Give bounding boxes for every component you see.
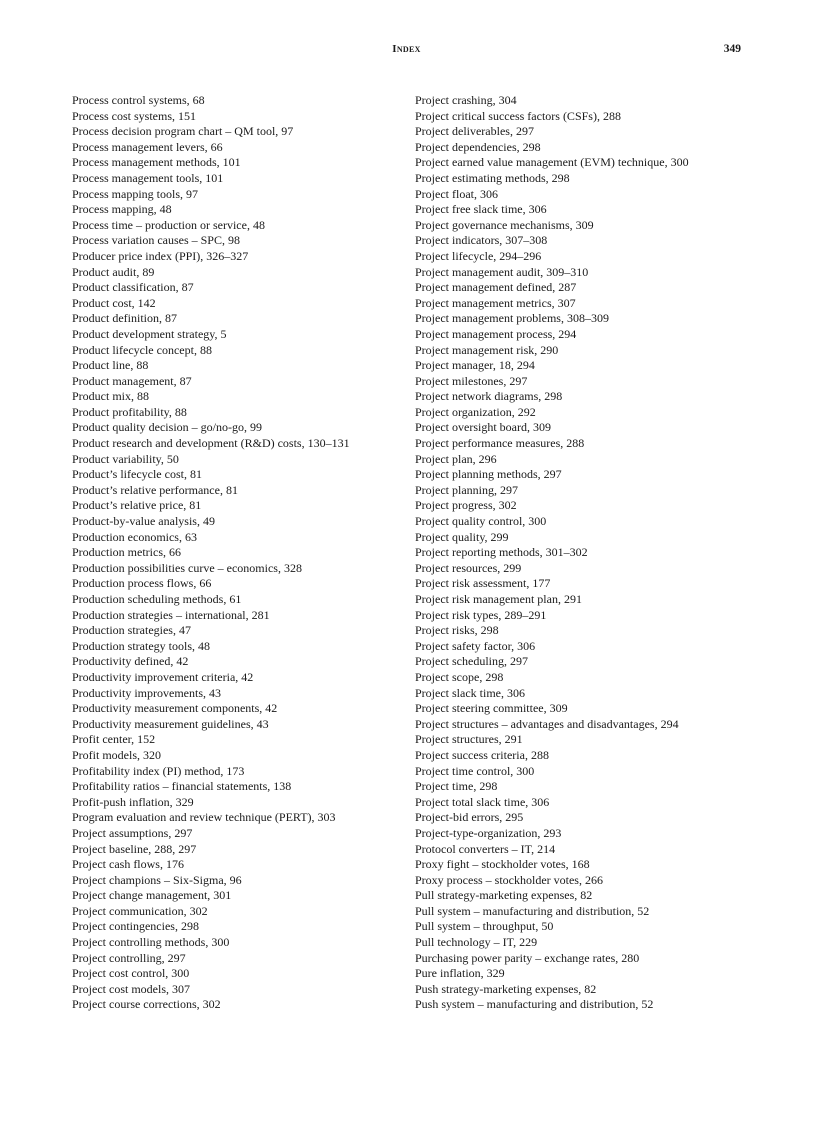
index-entry: Project risk types, 289–291: [415, 607, 547, 622]
index-entry: Process variation causes – SPC, 98: [72, 233, 240, 248]
index-entry: Project scheduling, 297: [415, 654, 528, 669]
index-entry: Project organization, 292: [415, 404, 536, 419]
index-entry: Pull technology – IT, 229: [415, 935, 538, 950]
index-entry: Production economics, 63: [72, 529, 197, 544]
index-entry: Project quality, 299: [415, 529, 509, 544]
index-entry: Project assumptions, 297: [72, 825, 193, 840]
index-entry: Product mix, 88: [72, 389, 149, 404]
index-entry: Project management metrics, 307: [415, 295, 576, 310]
index-entry: Productivity measurement components, 42: [72, 701, 278, 716]
index-entry: Product’s relative price, 81: [72, 498, 202, 513]
index-entry: Product-by-value analysis, 49: [72, 514, 215, 529]
index-entry: Production scheduling methods, 61: [72, 592, 242, 606]
index-entry: Project cost control, 300: [72, 966, 190, 981]
index-entry: Project cost models, 307: [72, 981, 190, 996]
index-column-right: [415, 93, 745, 1013]
index-entry: Project success criteria, 288: [415, 747, 549, 762]
index-entry: Process time – production or service, 48: [72, 217, 265, 232]
index-entry: Production metrics, 66: [72, 545, 181, 560]
index-entry: Project management process, 294: [415, 326, 577, 341]
index-entry: Product development strategy, 5: [72, 326, 227, 341]
index-entry: Product cost, 142: [72, 295, 156, 310]
index-entry: Productivity improvement criteria, 42: [72, 669, 254, 684]
index-entry: Project communication, 302: [72, 903, 208, 918]
index-entry: Project network diagrams, 298: [415, 389, 563, 404]
index-entry: Producer price index (PPI), 326–327: [72, 248, 249, 263]
index-entry: Proxy process – stockholder votes, 266: [415, 872, 603, 887]
index-entry: Project planning methods, 297: [415, 467, 562, 482]
index-entry: Project risks, 298: [415, 623, 499, 638]
index-entry: Program evaluation and review technique (PERT), 303: [72, 810, 336, 825]
index-entry: Product profitability, 88: [72, 404, 187, 419]
index-entry: Project-type-organization, 293: [415, 825, 562, 840]
index-entry: Project controlling, 297: [72, 950, 186, 965]
index-entry: Productivity measurement guidelines, 43: [72, 716, 269, 731]
index-entry: Project free slack time, 306: [415, 202, 547, 217]
index-entry: Process management methods, 101: [72, 155, 241, 170]
index-entry: Production strategy tools, 48: [72, 638, 210, 653]
index-entry: Production possibilities curve – economics, 328: [72, 560, 302, 575]
index-entry: Product definition, 87: [72, 311, 177, 326]
index-entry: Project performance measures, 288: [415, 436, 585, 451]
index-entry: Product lifecycle concept, 88: [72, 342, 212, 357]
index-entry: Push strategy-marketing expenses, 82: [415, 981, 597, 996]
index-entry: Project course corrections, 302: [72, 997, 221, 1012]
index-entry: Project contingencies, 298: [72, 919, 199, 934]
index-entry: Profitability index (PI) method, 173: [72, 763, 245, 778]
index-entry: Process mapping, 48: [72, 202, 172, 217]
index-entry: Pull system – throughput, 50: [415, 919, 554, 934]
index-entry: Process cost systems, 151: [72, 108, 196, 123]
index-entry: Project structures, 291: [415, 732, 523, 747]
index-entry: Profit-push inflation, 329: [72, 794, 194, 809]
index-entry: Project float, 306: [415, 186, 498, 201]
index-entry: Project cash flows, 176: [72, 857, 184, 872]
index-entry: Project resources, 299: [415, 560, 522, 575]
index-entry: Project time, 298: [415, 779, 498, 794]
index-entry: Product variability, 50: [72, 451, 179, 466]
index-entry: Productivity defined, 42: [72, 654, 189, 669]
index-entry: Product line, 88: [72, 358, 149, 373]
index-entry: Process management levers, 66: [72, 139, 223, 154]
index-entry: Project governance mechanisms, 309: [415, 217, 594, 232]
index-entry: Project structures – advantages and disadvantages, 294: [415, 716, 679, 731]
index-entry: Project scope, 298: [415, 669, 504, 684]
index-entry: Project indicators, 307–308: [415, 233, 548, 248]
index-entry: Process mapping tools, 97: [72, 186, 198, 201]
index-entry: Project management problems, 308–309: [415, 311, 609, 326]
index-entry: Project estimating methods, 298: [415, 170, 570, 185]
index-entry: Project total slack time, 306: [415, 794, 550, 809]
index-entry: Proxy fight – stockholder votes, 168: [415, 857, 590, 872]
running-head: Index: [392, 43, 421, 55]
index-entry: Profit center, 152: [72, 732, 156, 747]
index-entry: Project risk management plan, 291: [415, 592, 582, 606]
index-entry: Product’s lifecycle cost, 81: [72, 467, 202, 482]
index-entry: Push system – manufacturing and distribution, 52: [415, 997, 654, 1012]
index-entry: Project quality control, 300: [415, 514, 547, 529]
index-entry: Project milestones, 297: [415, 373, 528, 388]
index-entry: Project earned value management (EVM) technique, 300: [415, 155, 689, 170]
index-entry: Process control systems, 68: [72, 93, 205, 107]
index-entry: Project safety factor, 306: [415, 638, 536, 653]
index-entry: Project deliverables, 297: [415, 124, 534, 139]
index-entry: Protocol converters – IT, 214: [415, 841, 556, 856]
index-entry: Process management tools, 101: [72, 170, 224, 185]
index-entry: Project champions – Six-Sigma, 96: [72, 872, 242, 887]
index-entry: Project planning, 297: [415, 482, 518, 497]
index-entry: Pull system – manufacturing and distribution, 52: [415, 903, 650, 918]
index-entry: Project progress, 302: [415, 498, 517, 513]
index-entry: Project management audit, 309–310: [415, 264, 589, 279]
index-entry: Product research and development (R&D) costs, 130–131: [72, 436, 350, 451]
index-entry: Project baseline, 288, 297: [72, 841, 197, 856]
index-entry: Profit models, 320: [72, 747, 161, 762]
index-entry: Purchasing power parity – exchange rates, 280: [415, 950, 640, 965]
index-entry: Project critical success factors (CSFs), 288: [415, 108, 621, 123]
index-entry: Project management defined, 287: [415, 280, 577, 295]
index-entry: Project crashing, 304: [415, 93, 517, 107]
index-entry: Project reporting methods, 301–302: [415, 545, 588, 560]
index-entry: Productivity improvements, 43: [72, 685, 221, 700]
index-entry: Profitability ratios – financial statements, 138: [72, 779, 292, 794]
index-entry: Product audit, 89: [72, 264, 155, 279]
index-entry: Project-bid errors, 295: [415, 810, 524, 825]
index-entry: Pull strategy-marketing expenses, 82: [415, 888, 593, 903]
index-entry: Project slack time, 306: [415, 685, 525, 700]
index-entry: Project time control, 300: [415, 763, 535, 778]
index-entry: Project dependencies, 298: [415, 139, 541, 154]
page-header: [72, 43, 741, 59]
index-entry: Product classification, 87: [72, 280, 194, 295]
index-entry: Pure inflation, 329: [415, 966, 505, 981]
index-entry: Project lifecycle, 294–296: [415, 248, 542, 263]
index-entry: Production strategies – international, 281: [72, 607, 270, 622]
page-number: 349: [723, 43, 741, 55]
index-entry: Project risk assessment, 177: [415, 576, 551, 591]
index-entry: Product quality decision – go/no-go, 99: [72, 420, 262, 435]
index-column-left: [72, 93, 372, 1013]
index-entry: Project oversight board, 309: [415, 420, 551, 435]
index-entry: Process decision program chart – QM tool, 97: [72, 124, 294, 139]
index-entry: Project steering committee, 309: [415, 701, 568, 716]
index-entry: Production process flows, 66: [72, 576, 212, 591]
index-entry: Production strategies, 47: [72, 623, 191, 638]
index-entry: Project plan, 296: [415, 451, 497, 466]
index-entry: Product management, 87: [72, 373, 192, 388]
index-entry: Project change management, 301: [72, 888, 232, 903]
index-entry: Project management risk, 290: [415, 342, 559, 357]
index-entry: Product’s relative performance, 81: [72, 482, 238, 497]
index-entry: Project controlling methods, 300: [72, 935, 230, 950]
index-entry: Project manager, 18, 294: [415, 358, 535, 373]
